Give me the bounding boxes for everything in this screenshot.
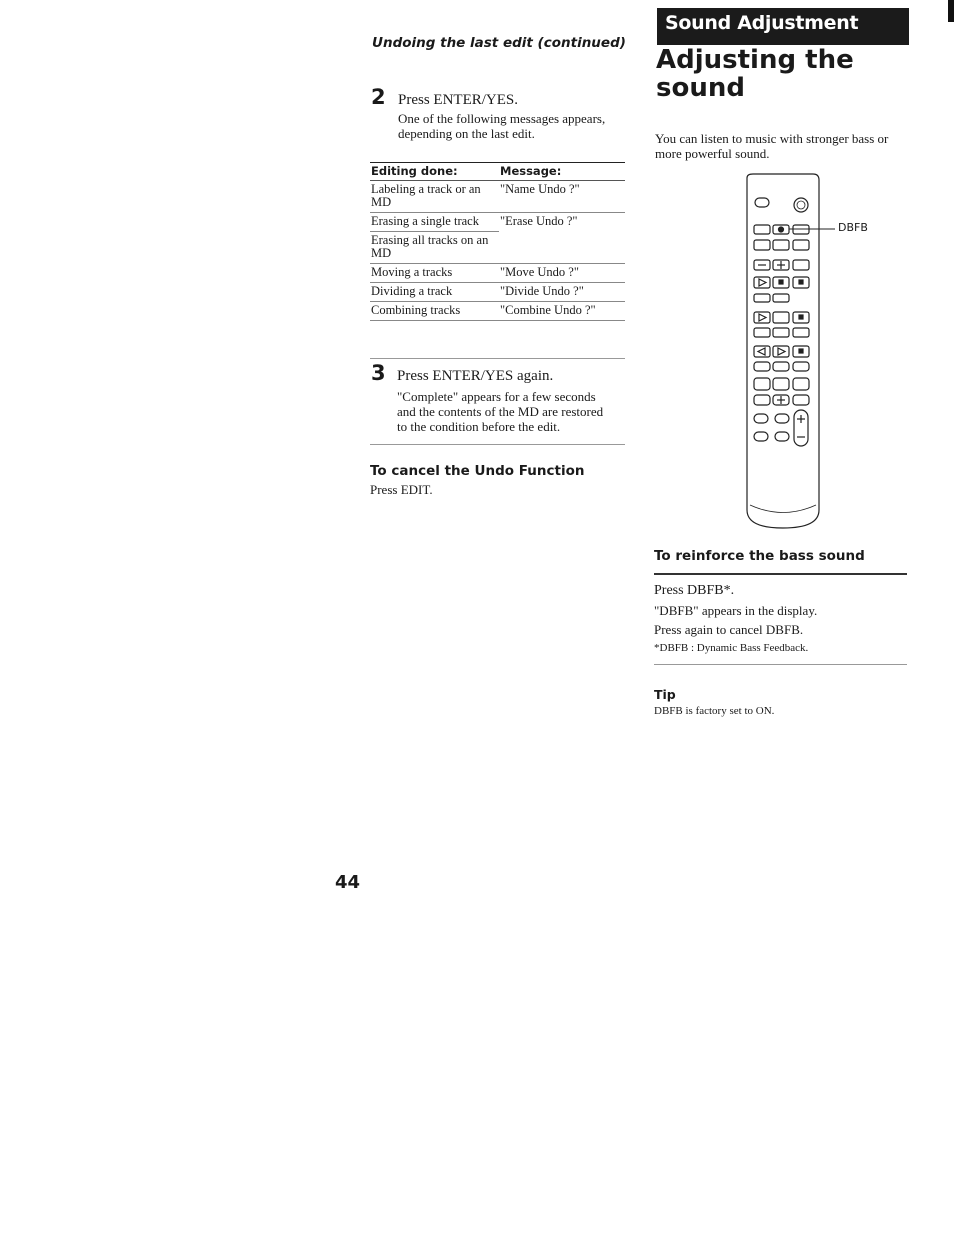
section-label: Sound Adjustment xyxy=(665,12,859,34)
divider xyxy=(370,358,625,359)
step-3-body-line: and the contents of the MD are restored xyxy=(397,404,604,419)
bass-footnote: *DBFB : Dynamic Bass Feedback. xyxy=(654,642,809,654)
table-cell-editing: Dividing a track xyxy=(370,283,499,302)
table-cell-editing: Combining tracks xyxy=(370,302,499,321)
step-3-body-line: "Complete" appears for a few seconds xyxy=(397,389,596,404)
section-banner xyxy=(657,8,909,45)
table-row xyxy=(370,283,625,302)
table-row xyxy=(370,181,625,213)
column-header-editing: Editing done: xyxy=(370,163,499,181)
thumb-index-mark xyxy=(948,0,954,22)
intro-text xyxy=(655,131,888,161)
bass-heading: To reinforce the bass sound xyxy=(654,548,865,564)
bass-press-instruction: Press DBFB*. xyxy=(654,583,735,598)
page-title-line: Adjusting the xyxy=(656,45,854,75)
step-2-body-line: One of the following messages appears, xyxy=(398,111,606,126)
tip-text: DBFB is factory set to ON. xyxy=(654,705,775,717)
table-cell-editing: Moving a tracks xyxy=(370,264,499,283)
table-cell-message: "Move Undo ?" xyxy=(499,264,625,283)
table-cell-message: "Combine Undo ?" xyxy=(499,302,625,321)
table-cell-editing: Erasing all tracks on an MD xyxy=(370,232,499,264)
tip-heading: Tip xyxy=(654,687,676,702)
bass-line-2: Press again to cancel DBFB. xyxy=(654,622,804,637)
table-header-row xyxy=(370,163,625,181)
table-cell-message: "Divide Undo ?" xyxy=(499,283,625,302)
divider xyxy=(654,573,907,575)
divider xyxy=(370,444,625,445)
running-head: Undoing the last edit (continued) xyxy=(372,35,626,51)
step-3-body-line: to the condition before the edit. xyxy=(397,419,561,434)
dbfb-callout-label: DBFB xyxy=(838,221,868,234)
step-number-2: 2 xyxy=(371,85,386,109)
page-title xyxy=(656,46,916,102)
bass-line-1: "DBFB" appears in the display. xyxy=(654,603,818,618)
table-cell-editing: Labeling a track or an MD xyxy=(370,181,499,213)
page-number: 44 xyxy=(335,872,361,893)
step-3-body xyxy=(397,389,603,434)
table-row xyxy=(370,213,625,232)
step-3-title: Press ENTER/YES again. xyxy=(397,368,554,384)
table-cell-editing: Erasing a single track xyxy=(370,213,499,232)
table-row xyxy=(370,302,625,321)
table-cell-message: "Erase Undo ?" xyxy=(499,213,625,264)
intro-line: You can listen to music with stronger bass or xyxy=(655,131,889,146)
intro-line: more powerful sound. xyxy=(655,146,770,161)
table-row xyxy=(370,264,625,283)
power-button xyxy=(794,198,808,212)
undo-messages-table xyxy=(370,162,625,321)
cancel-undo-text: Press EDIT. xyxy=(370,482,433,497)
remote-button xyxy=(754,225,770,234)
table-cell-message: "Name Undo ?" xyxy=(499,181,625,213)
remote-button xyxy=(755,198,769,207)
step-number-3: 3 xyxy=(371,361,386,385)
cancel-undo-heading: To cancel the Undo Function xyxy=(370,463,585,479)
step-2-title: Press ENTER/YES. xyxy=(398,92,518,108)
step-2-body-line: depending on the last edit. xyxy=(398,126,535,141)
divider xyxy=(654,664,907,665)
step-2-body xyxy=(398,111,605,141)
page-title-line: sound xyxy=(656,73,745,103)
column-header-message: Message: xyxy=(499,163,625,181)
